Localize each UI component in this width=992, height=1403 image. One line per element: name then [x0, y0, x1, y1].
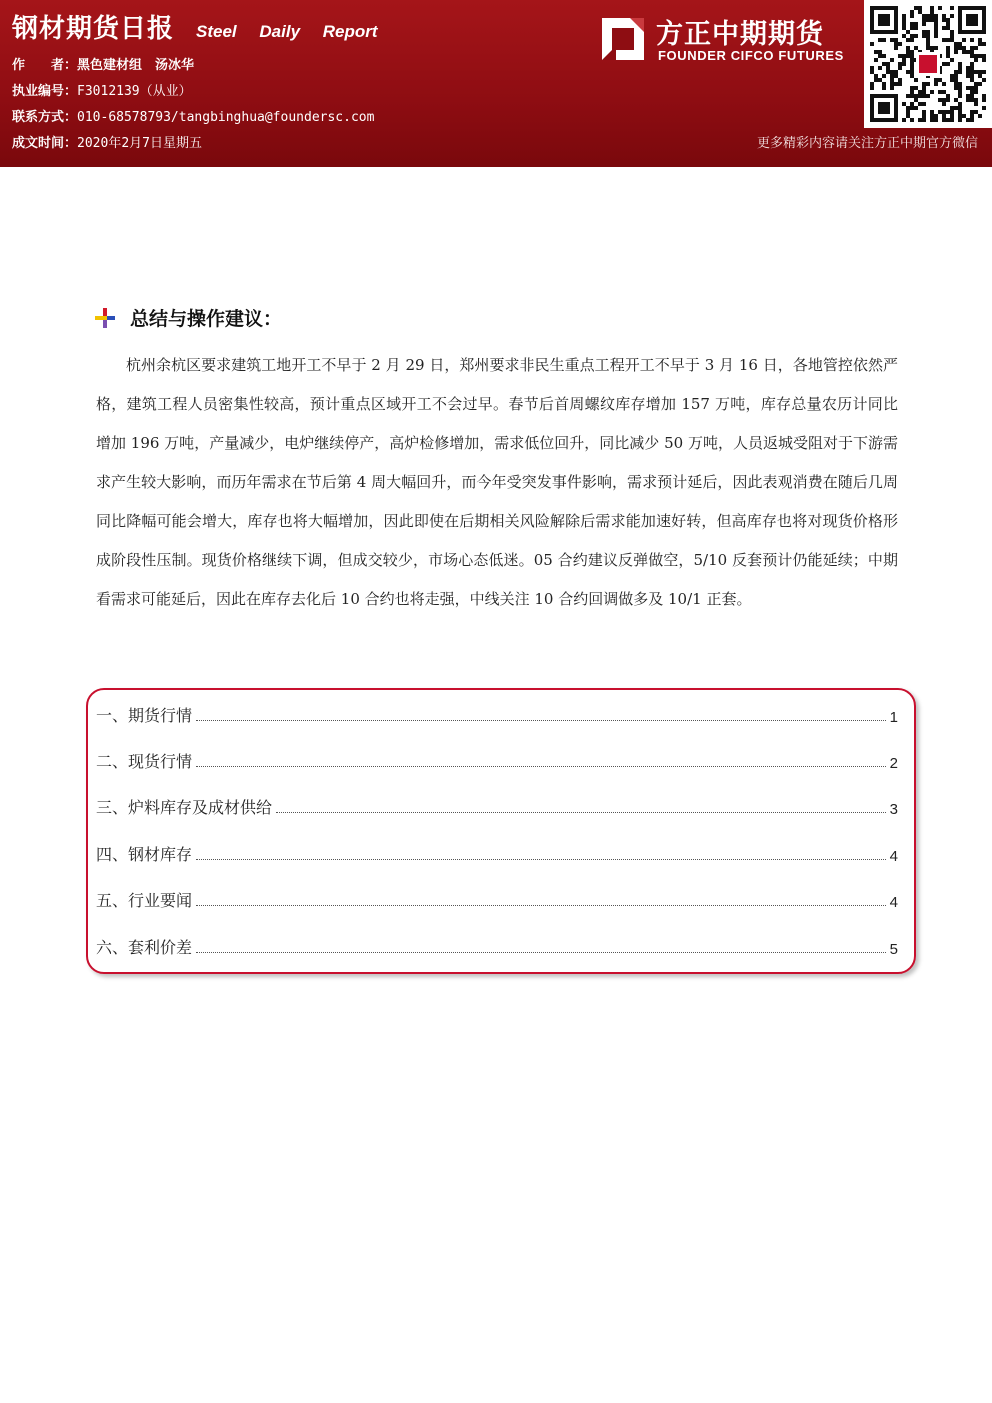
section-title: 总结与操作建议： — [130, 308, 283, 330]
toc-item[interactable] — [96, 934, 898, 958]
date-line — [12, 132, 202, 151]
toc-leader — [196, 859, 886, 860]
title-en-word: Report — [322, 22, 378, 41]
author-line — [12, 54, 194, 73]
toc-item[interactable] — [96, 794, 898, 818]
toc-page: 1 — [889, 709, 898, 726]
toc-item[interactable] — [96, 702, 898, 726]
license-label: 执业编号： — [12, 84, 78, 99]
table-of-contents — [86, 688, 916, 974]
license-value: F3012139（从业） — [77, 84, 192, 99]
report-title — [12, 8, 396, 45]
toc-leader — [196, 720, 886, 721]
logo-text-en: FOUNDER CIFCO FUTURES — [658, 48, 844, 63]
toc-label: 四、钢材库存 — [96, 845, 193, 864]
qr-code-icon — [864, 0, 992, 128]
report-title-en — [196, 22, 396, 42]
toc-leader — [196, 905, 886, 906]
toc-page: 4 — [889, 894, 898, 911]
toc-leader — [196, 766, 886, 767]
toc-label: 三、炉料库存及成材供给 — [96, 798, 273, 817]
follow-wechat-text: 更多精彩内容请关注方正中期官方微信 — [756, 136, 978, 151]
toc-leader — [196, 952, 886, 953]
toc-label: 一、期货行情 — [96, 706, 193, 725]
qr-code — [864, 0, 992, 128]
author-value: 黑色建材组 汤冰华 — [77, 58, 195, 73]
toc-item[interactable] — [96, 887, 898, 911]
toc-label: 二、现货行情 — [96, 752, 193, 771]
logo-text-cn: 方正中期期货 — [656, 19, 824, 50]
date-label: 成文时间： — [12, 136, 78, 151]
title-en-word: Steel — [196, 22, 237, 41]
license-line — [12, 80, 192, 99]
contact-label: 联系方式： — [12, 110, 78, 125]
contact-value: 010-68578793/tangbinghua@foundersc.com — [77, 110, 375, 125]
report-header — [0, 0, 992, 167]
summary-paragraph: 杭州余杭区要求建筑工地开工不早于 2 月 29 日，郑州要求非民生重点工程开工不早于 3 月 16 日，各地管控依然严格，建筑工程人员密集性较高，预计重点区域开工不会过早。春节后首周螺纹库存增加 157 万吨，库存总量农历计同比增加 196 万吨，产量减少，电炉继续停产，高炉检修增加，需求低位回升，同比减少 50 万吨，人员返城受阻对于下游需求产生较大影响，而历年需求在节后第 4 周大幅回升，而今年受突发事件影响，需求预计延后，因此表观消费在随后几周同比降幅可能会增大，库存也将大幅增加，因此即使在后期相关风险解除后需求能加速好转，但高库存也将对现货价格形成阶段性压制。现货价格继续下调，但成交较少，市场心态低迷。05 合约建议反弹做空，5/10 反套预计仍能延续；中期看需求可能延后，因此在库存去化后 10 合约也将走强，中线关注 10 合约回调做多及 10/1 正套。 — [96, 356, 898, 608]
toc-page: 4 — [889, 848, 898, 865]
section-bullet-icon — [94, 307, 116, 329]
toc-label: 五、行业要闻 — [96, 891, 193, 910]
author-label: 作 者： — [12, 58, 78, 73]
date-value: 2020年2月7日星期五 — [77, 136, 202, 151]
contact-line — [12, 106, 374, 125]
report-title-cn: 钢材期货日报 — [12, 14, 175, 44]
toc-page: 2 — [889, 755, 898, 772]
section-heading — [94, 304, 282, 331]
toc-leader — [276, 812, 886, 813]
toc-label: 六、套利价差 — [96, 938, 193, 957]
company-logo — [600, 10, 860, 70]
title-en-word: Daily — [259, 22, 301, 41]
toc-page: 5 — [889, 941, 898, 958]
toc-item[interactable] — [96, 748, 898, 772]
toc-page: 3 — [889, 801, 898, 818]
logo-mark-icon — [600, 16, 646, 62]
toc-item[interactable] — [96, 841, 898, 865]
